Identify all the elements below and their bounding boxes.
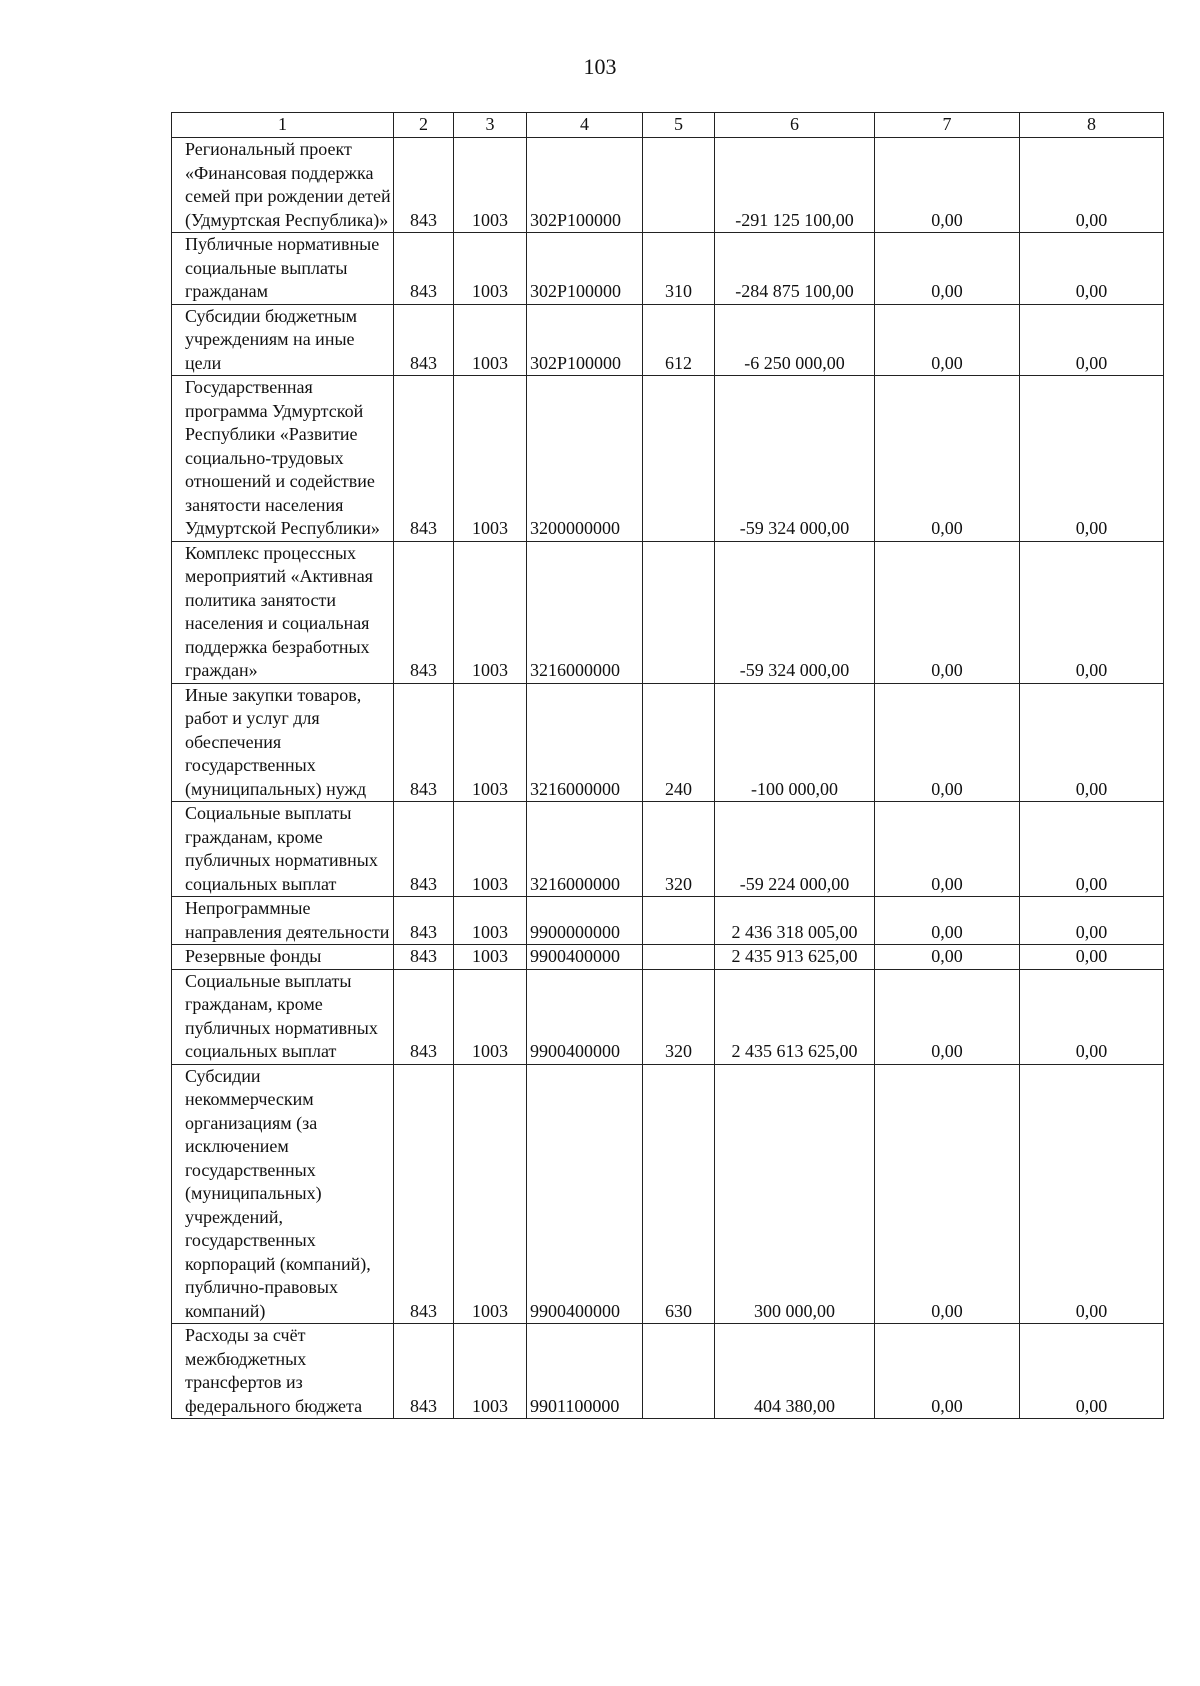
amount-year2-cell: 0,00: [875, 376, 1020, 542]
expense-type-cell: 612: [643, 304, 715, 376]
expense-type-cell: 240: [643, 683, 715, 802]
amount-year2-cell: 0,00: [875, 233, 1020, 305]
column-header: 8: [1020, 113, 1164, 138]
expense-name-cell: Непрограммные направления деятельности: [172, 897, 394, 945]
ministry-code-cell: 843: [394, 969, 454, 1064]
amount-cell: -100 000,00: [715, 683, 875, 802]
amount-year2-cell: 0,00: [875, 1324, 1020, 1419]
target-article-cell: 302P100000: [527, 233, 643, 305]
section-code-cell: 1003: [454, 233, 527, 305]
expense-name-cell: Комплекс процессных мероприятий «Активная политика занятости населения и социальная поддержка безработных граждан»: [172, 541, 394, 683]
column-header: 4: [527, 113, 643, 138]
amount-cell: 404 380,00: [715, 1324, 875, 1419]
section-code-cell: 1003: [454, 138, 527, 233]
ministry-code-cell: 843: [394, 683, 454, 802]
amount-year2-cell: 0,00: [875, 683, 1020, 802]
expense-type-cell: 630: [643, 1064, 715, 1324]
target-article-cell: 3216000000: [527, 683, 643, 802]
amount-year3-cell: 0,00: [1020, 969, 1164, 1064]
section-code-cell: 1003: [454, 1324, 527, 1419]
ministry-code-cell: 843: [394, 233, 454, 305]
ministry-code-cell: 843: [394, 897, 454, 945]
amount-year2-cell: 0,00: [875, 897, 1020, 945]
target-article-cell: 9901100000: [527, 1324, 643, 1419]
ministry-code-cell: 843: [394, 541, 454, 683]
amount-cell: 300 000,00: [715, 1064, 875, 1324]
amount-year3-cell: 0,00: [1020, 802, 1164, 897]
amount-cell: -291 125 100,00: [715, 138, 875, 233]
column-header: 6: [715, 113, 875, 138]
expense-type-cell: [643, 541, 715, 683]
table-row: [172, 802, 1164, 897]
target-article-cell: 9900400000: [527, 945, 643, 970]
table-row: [172, 969, 1164, 1064]
amount-year2-cell: 0,00: [875, 969, 1020, 1064]
table-row: [172, 138, 1164, 233]
target-article-cell: 9900400000: [527, 1064, 643, 1324]
amount-cell: -6 250 000,00: [715, 304, 875, 376]
table-row: [172, 304, 1164, 376]
ministry-code-cell: 843: [394, 802, 454, 897]
ministry-code-cell: 843: [394, 1324, 454, 1419]
ministry-code-cell: 843: [394, 376, 454, 542]
ministry-code-cell: 843: [394, 945, 454, 970]
expense-type-cell: 320: [643, 802, 715, 897]
target-article-cell: 3200000000: [527, 376, 643, 542]
expense-type-cell: [643, 376, 715, 542]
table-row: [172, 233, 1164, 305]
ministry-code-cell: 843: [394, 138, 454, 233]
amount-cell: 2 435 613 625,00: [715, 969, 875, 1064]
expense-name-cell: Резервные фонды: [172, 945, 394, 970]
section-code-cell: 1003: [454, 376, 527, 542]
column-header: 7: [875, 113, 1020, 138]
target-article-cell: 302P100000: [527, 304, 643, 376]
target-article-cell: 3216000000: [527, 802, 643, 897]
target-article-cell: 9900400000: [527, 969, 643, 1064]
amount-year3-cell: 0,00: [1020, 897, 1164, 945]
amount-cell: 2 436 318 005,00: [715, 897, 875, 945]
target-article-cell: 302P100000: [527, 138, 643, 233]
table-row: [172, 1064, 1164, 1324]
budget-table: [171, 112, 1164, 1419]
section-code-cell: 1003: [454, 802, 527, 897]
amount-year2-cell: 0,00: [875, 1064, 1020, 1324]
amount-cell: -59 324 000,00: [715, 376, 875, 542]
expense-name-cell: Социальные выплаты гражданам, кроме публичных нормативных социальных выплат: [172, 969, 394, 1064]
amount-year3-cell: 0,00: [1020, 376, 1164, 542]
table-row: [172, 683, 1164, 802]
amount-year3-cell: 0,00: [1020, 683, 1164, 802]
expense-type-cell: [643, 1324, 715, 1419]
table-header-row: [172, 113, 1164, 138]
expense-name-cell: Субсидии бюджетным учреждениям на иные цели: [172, 304, 394, 376]
expense-type-cell: [643, 945, 715, 970]
amount-year3-cell: 0,00: [1020, 304, 1164, 376]
column-header: 5: [643, 113, 715, 138]
table-body: [172, 113, 1164, 1419]
section-code-cell: 1003: [454, 897, 527, 945]
target-article-cell: 3216000000: [527, 541, 643, 683]
amount-cell: 2 435 913 625,00: [715, 945, 875, 970]
section-code-cell: 1003: [454, 1064, 527, 1324]
amount-year3-cell: 0,00: [1020, 1324, 1164, 1419]
amount-year2-cell: 0,00: [875, 541, 1020, 683]
column-header: 1: [172, 113, 394, 138]
table-row: [172, 376, 1164, 542]
amount-year3-cell: 0,00: [1020, 233, 1164, 305]
section-code-cell: 1003: [454, 945, 527, 970]
amount-year2-cell: 0,00: [875, 802, 1020, 897]
amount-year3-cell: 0,00: [1020, 1064, 1164, 1324]
expense-type-cell: 310: [643, 233, 715, 305]
expense-type-cell: 320: [643, 969, 715, 1064]
expense-name-cell: Социальные выплаты гражданам, кроме публичных нормативных социальных выплат: [172, 802, 394, 897]
expense-name-cell: Иные закупки товаров, работ и услуг для обеспечения государственных (муниципальных) нужд: [172, 683, 394, 802]
expense-name-cell: Региональный проект «Финансовая поддержка семей при рождении детей (Удмуртская Республика)»: [172, 138, 394, 233]
page-number: 103: [583, 54, 617, 79]
section-code-cell: 1003: [454, 969, 527, 1064]
target-article-cell: 9900000000: [527, 897, 643, 945]
amount-year3-cell: 0,00: [1020, 945, 1164, 970]
amount-cell: -284 875 100,00: [715, 233, 875, 305]
expense-name-cell: Субсидии некоммерческим организациям (за исключением государственных (муниципальных) учреждений, государственных корпораций (компаний), публично-правовых компаний): [172, 1064, 394, 1324]
amount-cell: -59 224 000,00: [715, 802, 875, 897]
section-code-cell: 1003: [454, 541, 527, 683]
column-header: 3: [454, 113, 527, 138]
table-row: [172, 945, 1164, 970]
section-code-cell: 1003: [454, 683, 527, 802]
expense-name-cell: Публичные нормативные социальные выплаты гражданам: [172, 233, 394, 305]
table-row: [172, 897, 1164, 945]
amount-year3-cell: 0,00: [1020, 138, 1164, 233]
expense-name-cell: Государственная программа Удмуртской Республики «Развитие социально-трудовых отношений и содействие занятости населения Удмуртской Республики»: [172, 376, 394, 542]
section-code-cell: 1003: [454, 304, 527, 376]
amount-year2-cell: 0,00: [875, 945, 1020, 970]
amount-year2-cell: 0,00: [875, 138, 1020, 233]
amount-year3-cell: 0,00: [1020, 541, 1164, 683]
expense-name-cell: Расходы за счёт межбюджетных трансфертов из федерального бюджета: [172, 1324, 394, 1419]
ministry-code-cell: 843: [394, 1064, 454, 1324]
ministry-code-cell: 843: [394, 304, 454, 376]
expense-type-cell: [643, 897, 715, 945]
amount-cell: -59 324 000,00: [715, 541, 875, 683]
expense-type-cell: [643, 138, 715, 233]
table-row: [172, 541, 1164, 683]
table-row: [172, 1324, 1164, 1419]
column-header: 2: [394, 113, 454, 138]
amount-year2-cell: 0,00: [875, 304, 1020, 376]
